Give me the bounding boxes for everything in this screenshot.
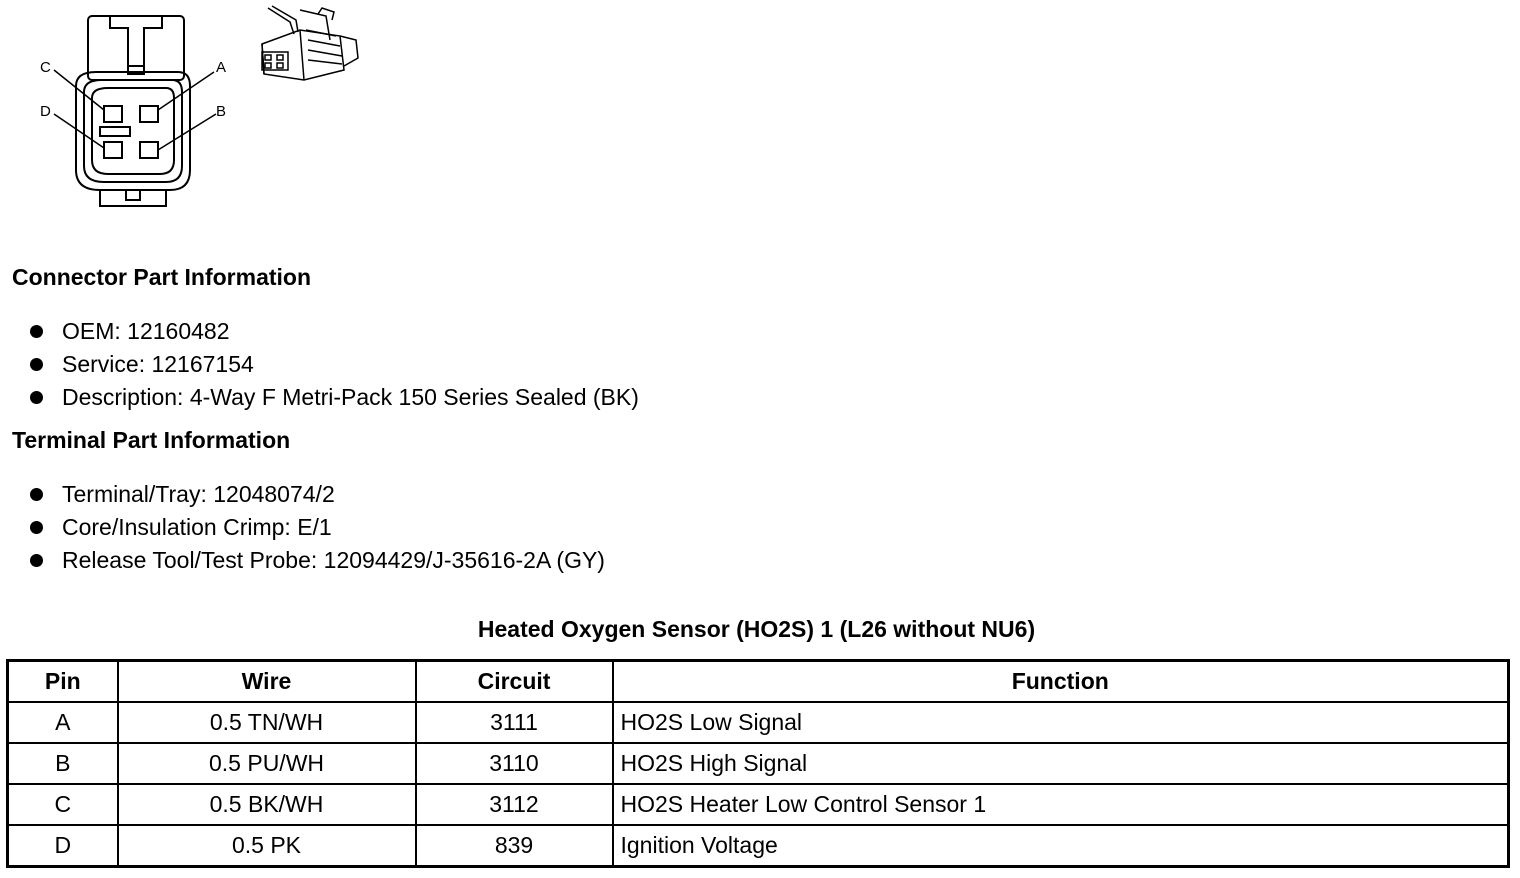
wire-cell: 0.5 PU/WH xyxy=(118,743,416,784)
function-cell: Ignition Voltage xyxy=(613,825,1509,867)
circuit-cell: 3112 xyxy=(416,784,613,825)
function-cell: HO2S Heater Low Control Sensor 1 xyxy=(613,784,1509,825)
connector-illustration xyxy=(254,2,364,84)
table-header-row xyxy=(8,661,1509,703)
bullet-icon xyxy=(30,391,43,404)
connector-face-diagram xyxy=(30,4,244,218)
cavity-label-b: B xyxy=(216,103,227,120)
circuit-cell: 839 xyxy=(416,825,613,867)
cavity-label-c: C xyxy=(40,59,51,76)
terminal-tray-text: Terminal/Tray: 12048074/2 xyxy=(62,481,335,507)
bullet-icon xyxy=(30,358,43,371)
pin-cell: B xyxy=(8,743,118,784)
column-header-circuit: Circuit xyxy=(416,661,613,703)
wire-cell: 0.5 PK xyxy=(118,825,416,867)
wire-cell: 0.5 TN/WH xyxy=(118,702,416,743)
function-cell: HO2S Low Signal xyxy=(613,702,1509,743)
function-cell: HO2S High Signal xyxy=(613,743,1509,784)
table-row xyxy=(8,702,1509,743)
circuit-cell: 3110 xyxy=(416,743,613,784)
connector-oem-text: OEM: 12160482 xyxy=(62,318,230,344)
terminal-crimp-text: Core/Insulation Crimp: E/1 xyxy=(62,514,332,540)
cavity-label-d: D xyxy=(40,103,51,120)
bullet-icon xyxy=(30,325,43,338)
terminal-part-info-heading: Terminal Part Information xyxy=(12,427,291,453)
column-header-function: Function xyxy=(613,661,1509,703)
connector-part-info-heading: Connector Part Information xyxy=(12,264,312,290)
cavity-label-a: A xyxy=(216,59,227,76)
table-row xyxy=(8,784,1509,825)
bullet-icon xyxy=(30,554,43,567)
connector-description-text: Description: 4-Way F Metri-Pack 150 Series Sealed (BK) xyxy=(62,384,639,410)
circuit-cell: 3111 xyxy=(416,702,613,743)
table-row xyxy=(8,743,1509,784)
bullet-icon xyxy=(30,521,43,534)
wire-cell: 0.5 BK/WH xyxy=(118,784,416,825)
pin-cell: C xyxy=(8,784,118,825)
column-header-pin: Pin xyxy=(8,661,118,703)
terminal-release-tool-text: Release Tool/Test Probe: 12094429/J-35616-2A (GY) xyxy=(62,547,605,573)
connector-service-text: Service: 12167154 xyxy=(62,351,254,377)
pin-cell: D xyxy=(8,825,118,867)
pin-cell: A xyxy=(8,702,118,743)
column-header-wire: Wire xyxy=(118,661,416,703)
bullet-icon xyxy=(30,488,43,501)
pinout-table-caption: Heated Oxygen Sensor (HO2S) 1 (L26 without NU6) xyxy=(477,616,1036,642)
pinout-table xyxy=(6,659,1510,868)
table-row xyxy=(8,825,1509,867)
